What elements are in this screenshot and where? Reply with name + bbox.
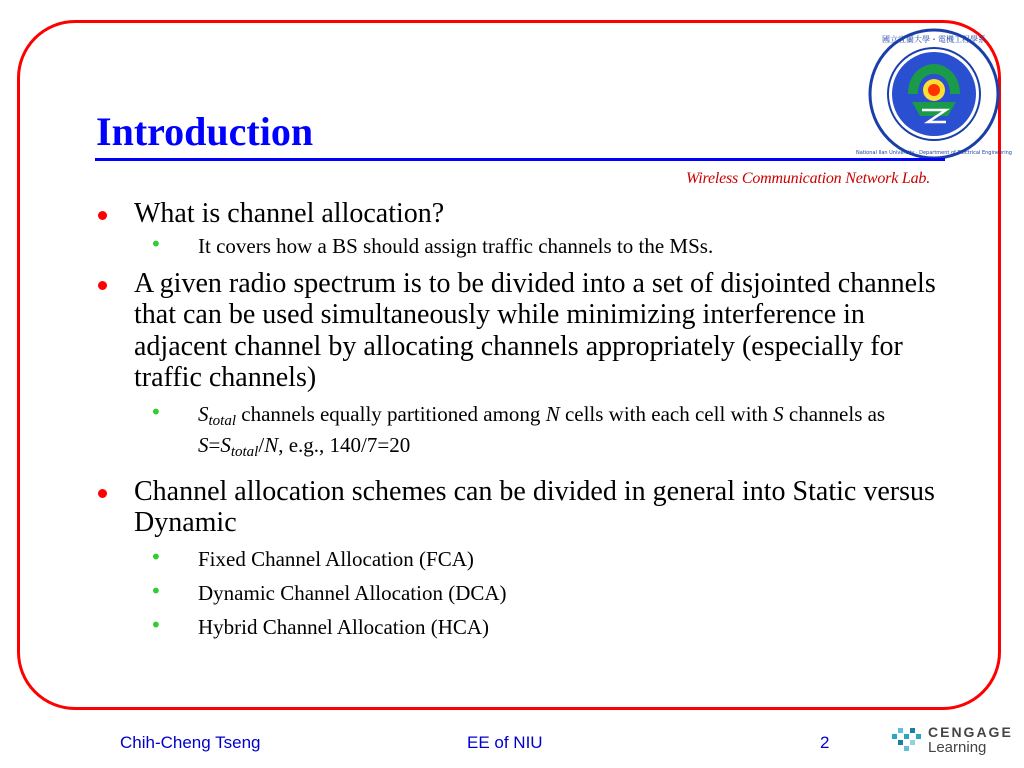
bullet-text: , e.g., 140/7=20 [278, 432, 411, 457]
green-bullet-icon: • [150, 544, 162, 569]
bullet-level2 [92, 231, 942, 258]
bullet-text: A given radio spectrum is to be divided into a set of disjointed channels that can be used simultaneously while minimizing interference in adjacent channel by allocating channels appropriately (especially for traffic channels) [134, 267, 936, 393]
page-number: 2 [820, 733, 830, 752]
bullet-text: / [258, 432, 265, 457]
seal-ring-text: 國立宜蘭大學・電機工程學系 [882, 35, 986, 44]
subscript-total: total [230, 443, 259, 460]
red-bullet-icon [98, 281, 107, 290]
subscript-total: total [208, 412, 237, 429]
bullet-level2 [92, 612, 942, 639]
green-bullet-icon: • [150, 231, 162, 256]
bullet-level2 [92, 399, 942, 464]
green-bullet-icon: • [150, 578, 162, 603]
bullet-text: What is channel allocation? [134, 198, 445, 229]
red-bullet-icon [98, 489, 107, 498]
bullet-text: cells with each cell with [559, 401, 774, 426]
slide-title: Introduction [96, 109, 314, 154]
lab-name: Wireless Communication Network Lab. [686, 170, 930, 187]
bullet-level1 [92, 268, 942, 394]
bullet-level1 [92, 476, 942, 539]
red-bullet-icon [98, 211, 107, 220]
bullet-text: = [208, 432, 221, 457]
bullet-level2 [92, 578, 942, 605]
bullet-text: Fixed Channel Allocation (FCA) [198, 546, 474, 571]
publisher-logo [928, 725, 1013, 756]
bullet-text: channels as [783, 401, 886, 426]
symbol-s: S [198, 401, 209, 426]
title-underline [95, 158, 945, 161]
seal-ring-text-en: National Ilan University · Department of Electrical Engineering [856, 150, 1012, 156]
footer-author: Chih-Cheng Tseng [120, 733, 261, 752]
symbol-s: S [198, 432, 209, 457]
green-bullet-icon: • [150, 399, 162, 424]
bullet-text: It covers how a BS should assign traffic channels to the MSs. [198, 233, 714, 258]
publisher-subname: Learning [928, 739, 987, 756]
green-bullet-icon: • [150, 612, 162, 637]
slide-content [92, 198, 942, 639]
bullet-text: channels equally partitioned among [236, 401, 546, 426]
publisher-name: CENGAGE [928, 724, 1013, 740]
symbol-s: S [773, 401, 784, 426]
symbol-n: N [545, 401, 560, 426]
bullet-text: Channel allocation schemes can be divided in general into Static versus Dynamic [134, 475, 935, 538]
bullet-text: Hybrid Channel Allocation (HCA) [198, 614, 490, 639]
symbol-s: S [220, 432, 231, 457]
bullet-level1 [92, 198, 942, 230]
symbol-n: N [264, 432, 279, 457]
university-seal-icon [856, 28, 1012, 160]
bullet-text: Dynamic Channel Allocation (DCA) [198, 580, 507, 605]
footer-dept: EE of NIU [467, 733, 543, 752]
bullet-level2 [92, 544, 942, 571]
